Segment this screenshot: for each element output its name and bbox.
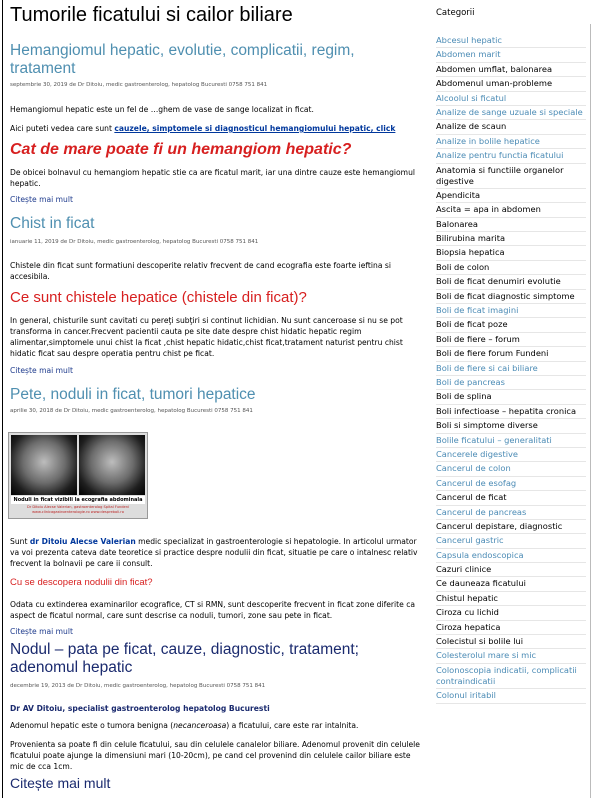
category-item[interactable]: Biopsia hepatica xyxy=(436,246,586,260)
post-paragraph: Chistele din ficat sunt formatiuni descoperite relativ frecvent de cand ecografia este foarte ieftina si accesibila. xyxy=(10,261,391,281)
category-item[interactable]: Boli de splina xyxy=(436,390,586,404)
category-item[interactable]: Ciroza hepatica xyxy=(436,621,586,635)
categories-list xyxy=(436,34,586,704)
paragraph-text: medic specializat in gastroenterologie si hepatologie. In articolul urmator va voi prezenta cateva date teoretice si practice despre nodulii din ficat, situatie pe care o intalnesc relativ frecvent la bolnavii pe care ii consult. xyxy=(10,537,418,568)
category-item[interactable]: Colesterolul mare si mic xyxy=(436,649,586,663)
paragraph-text: Adenomul hepatic este o tumora benigna ( xyxy=(10,721,174,730)
category-item[interactable]: Chistul hepatic xyxy=(436,592,586,606)
post-paragraph xyxy=(10,536,422,569)
post-title-chist[interactable]: Chist in ficat xyxy=(10,215,95,232)
post-title-adenom[interactable]: Nodul – pata pe ficat, cauze, diagnostic, tratament; adenomul hepatic xyxy=(10,641,359,676)
image-credit xyxy=(11,505,145,515)
read-more-link[interactable]: Citește mai mult xyxy=(10,366,73,375)
category-item[interactable]: Abdomen umflat, balonarea xyxy=(436,63,586,77)
category-item[interactable]: Cancerele digestive xyxy=(436,448,586,462)
post-subheading: Ce sunt chistele hepatice (chistele din ficat)? xyxy=(10,289,307,306)
ultrasound-scan-right xyxy=(79,435,145,495)
category-item[interactable]: Boli de fiere si cai biliare xyxy=(436,362,586,376)
post-paragraph xyxy=(10,720,422,731)
category-item[interactable]: Cancerul de pancreas xyxy=(436,506,586,520)
main-content xyxy=(4,0,424,798)
category-item[interactable]: Cancerul de esofag xyxy=(436,477,586,491)
author-line: Dr AV Ditoiu, specialist gastroenterolog hepatolog Bucuresti xyxy=(10,704,270,713)
category-item[interactable]: Cancerul gastric xyxy=(436,534,586,548)
read-more-link[interactable]: Citește mai mult xyxy=(10,195,73,204)
paragraph-italic: necanceroasa xyxy=(173,721,227,730)
ultrasound-scan-left xyxy=(11,435,77,495)
page-left-border xyxy=(2,0,3,798)
post-meta: decembrie 19, 2013 de Dr Ditoiu, medic gastroenterolog, hepatolog Bucuresti 0758 751 841 xyxy=(10,683,266,689)
category-item[interactable]: Boli de ficat poze xyxy=(436,318,586,332)
post-meta: aprilie 30, 2018 de Dr Ditoiu, medic gastroenterolog, hepatolog Bucuresti 0758 751 841 xyxy=(10,408,253,414)
sidebar-divider xyxy=(590,24,591,798)
category-item[interactable]: Colonoscopia indicatii, complicatii contraindicatii xyxy=(436,664,586,689)
image-caption: Noduli in ficat vizibili la ecografia abdominala xyxy=(11,496,145,504)
post-meta: ianuarie 11, 2019 de Dr Ditoiu, medic gastroenterolog, hepatolog Bucuresti 0758 751 841 xyxy=(10,239,259,245)
category-item[interactable]: Boli de ficat denumiri evolutie xyxy=(436,275,586,289)
category-item[interactable]: Colonul iritabil xyxy=(436,689,586,703)
paragraph-text: Aici puteti vedea care sunt xyxy=(10,124,115,133)
category-item[interactable]: Boli de ficat imagini xyxy=(436,304,586,318)
category-item[interactable]: Analize pentru functia ficatului xyxy=(436,149,586,163)
categories-sidebar xyxy=(434,0,596,798)
post-paragraph xyxy=(10,123,422,134)
post-subheading: Cu se descopera nodulii din ficat? xyxy=(10,577,153,588)
post-paragraph: Odata cu extinderea examinarilor ecografice, CT si RMN, sunt descoperite frecvent in ficat zone diferite ca aspect de ficatul normal, care sunt descrise ca noduli, tumori, zone sau pete in ficat. xyxy=(10,600,416,620)
category-item[interactable]: Cancerul de ficat xyxy=(436,491,586,505)
post-title-hemangiom[interactable]: Hemangiomul hepatic, evolutie, complicatii, regim, tratament xyxy=(10,42,355,77)
liver-ultrasound-image[interactable] xyxy=(8,432,148,519)
category-item[interactable]: Cancerul de colon xyxy=(436,462,586,476)
hemangiom-causes-link[interactable]: cauzele, simptomele si diagnosticul hemangiomului hepatic, click xyxy=(114,124,396,133)
page-title: Tumorile ficatului si cailor biliare xyxy=(10,4,293,26)
category-item[interactable]: Analize de scaun xyxy=(436,120,586,134)
category-item[interactable]: Apendicita xyxy=(436,189,586,203)
category-item[interactable]: Boli infectioase – hepatita cronica xyxy=(436,405,586,419)
category-item[interactable]: Abdomenul uman-probleme xyxy=(436,77,586,91)
category-item[interactable]: Ce dauneaza ficatului xyxy=(436,577,586,591)
category-item[interactable]: Boli de ficat diagnostic simptome xyxy=(436,290,586,304)
category-item[interactable]: Abcesul hepatic xyxy=(436,34,586,48)
post-subheading: Cat de mare poate fi un hemangiom hepatic? xyxy=(10,141,352,158)
category-item[interactable]: Ciroza cu lichid xyxy=(436,606,586,620)
category-item[interactable]: Cazuri clinice xyxy=(436,563,586,577)
category-item[interactable]: Balonarea xyxy=(436,218,586,232)
category-item[interactable]: Bilirubina marita xyxy=(436,232,586,246)
read-more-link[interactable]: Citește mai mult xyxy=(10,627,73,636)
category-item[interactable]: Ascita = apa in abdomen xyxy=(436,203,586,217)
author-link[interactable]: dr Ditoiu Alecse Valerian xyxy=(29,537,136,546)
image-credit-line: www.clinicagastroenterologie.ro www.despreboli.ro xyxy=(32,510,124,514)
category-item[interactable]: Boli de colon xyxy=(436,261,586,275)
category-item[interactable]: Capsula endoscopica xyxy=(436,549,586,563)
paragraph-text: ) a ficatului, care este rar intalnita. xyxy=(226,721,359,730)
category-item[interactable]: Cancerul depistare, diagnostic xyxy=(436,520,586,534)
categories-title: Categorii xyxy=(436,8,475,18)
post-paragraph: In general, chisturile sunt cavitati cu pereţi subţiri si continut lichidian. Nu sunt canceroase si nu se pot transforma in cancer.Frecvent pacientii cauta pe site date despre chist hidatic hepatic regim alimentar,simptomele unui chist la ficat ,chist hepatic hidatic,chist ficat,tratament naturist pentru chist hidatic ficat sau despre operatia pentru chist pe ficat. xyxy=(10,316,403,358)
paragraph-text: Sunt xyxy=(10,537,30,546)
category-item[interactable]: Colecistul si bolile lui xyxy=(436,635,586,649)
category-item[interactable]: Alcoolul si ficatul xyxy=(436,92,586,106)
category-item[interactable]: Boli de pancreas xyxy=(436,376,586,390)
category-item[interactable]: Abdomen marit xyxy=(436,48,586,62)
category-item[interactable]: Anatomia si functiile organelor digestive xyxy=(436,164,586,189)
post-paragraph: De obicei bolnavul cu hemangiom hepatic stie ca are ficatul marit, iar una dintre cauze este hemangiomul hepatic. xyxy=(10,168,416,188)
image-credit-line: Dr Ditoiu Alecse Valerian, gastroenterolog Spital Fundeni xyxy=(26,505,130,509)
read-more-link[interactable]: Citește mai mult xyxy=(10,775,111,791)
post-meta: septembrie 30, 2019 de Dr Ditoiu, medic gastroenterolog, hepatolog Bucuresti 0758 751 841 xyxy=(10,82,268,88)
category-item[interactable]: Boli si simptome diverse xyxy=(436,419,586,433)
category-item[interactable]: Bolile ficatului – generalitati xyxy=(436,434,586,448)
category-item[interactable]: Boli de fiere forum Fundeni xyxy=(436,347,586,361)
post-paragraph: Provenienta sa poate fi din celule ficatului, sau din celulele canalelor biliare. Adenomul provenit din celulele ficatului poate ajunge la dimensiuni mari (10-20cm), pe cand cel provenind din celulele cailor biliare este mic de cca 1cm. xyxy=(10,740,420,771)
post-paragraph: Hemangiomul hepatic este un fel de …ghem de vase de sange localizat in ficat. xyxy=(10,105,314,114)
post-title-noduli[interactable]: Pete, noduli in ficat, tumori hepatice xyxy=(10,386,256,403)
category-item[interactable]: Analize de sange uzuale si speciale xyxy=(436,106,586,120)
category-item[interactable]: Boli de fiere – forum xyxy=(436,333,586,347)
category-item[interactable]: Analize in bolile hepatice xyxy=(436,135,586,149)
